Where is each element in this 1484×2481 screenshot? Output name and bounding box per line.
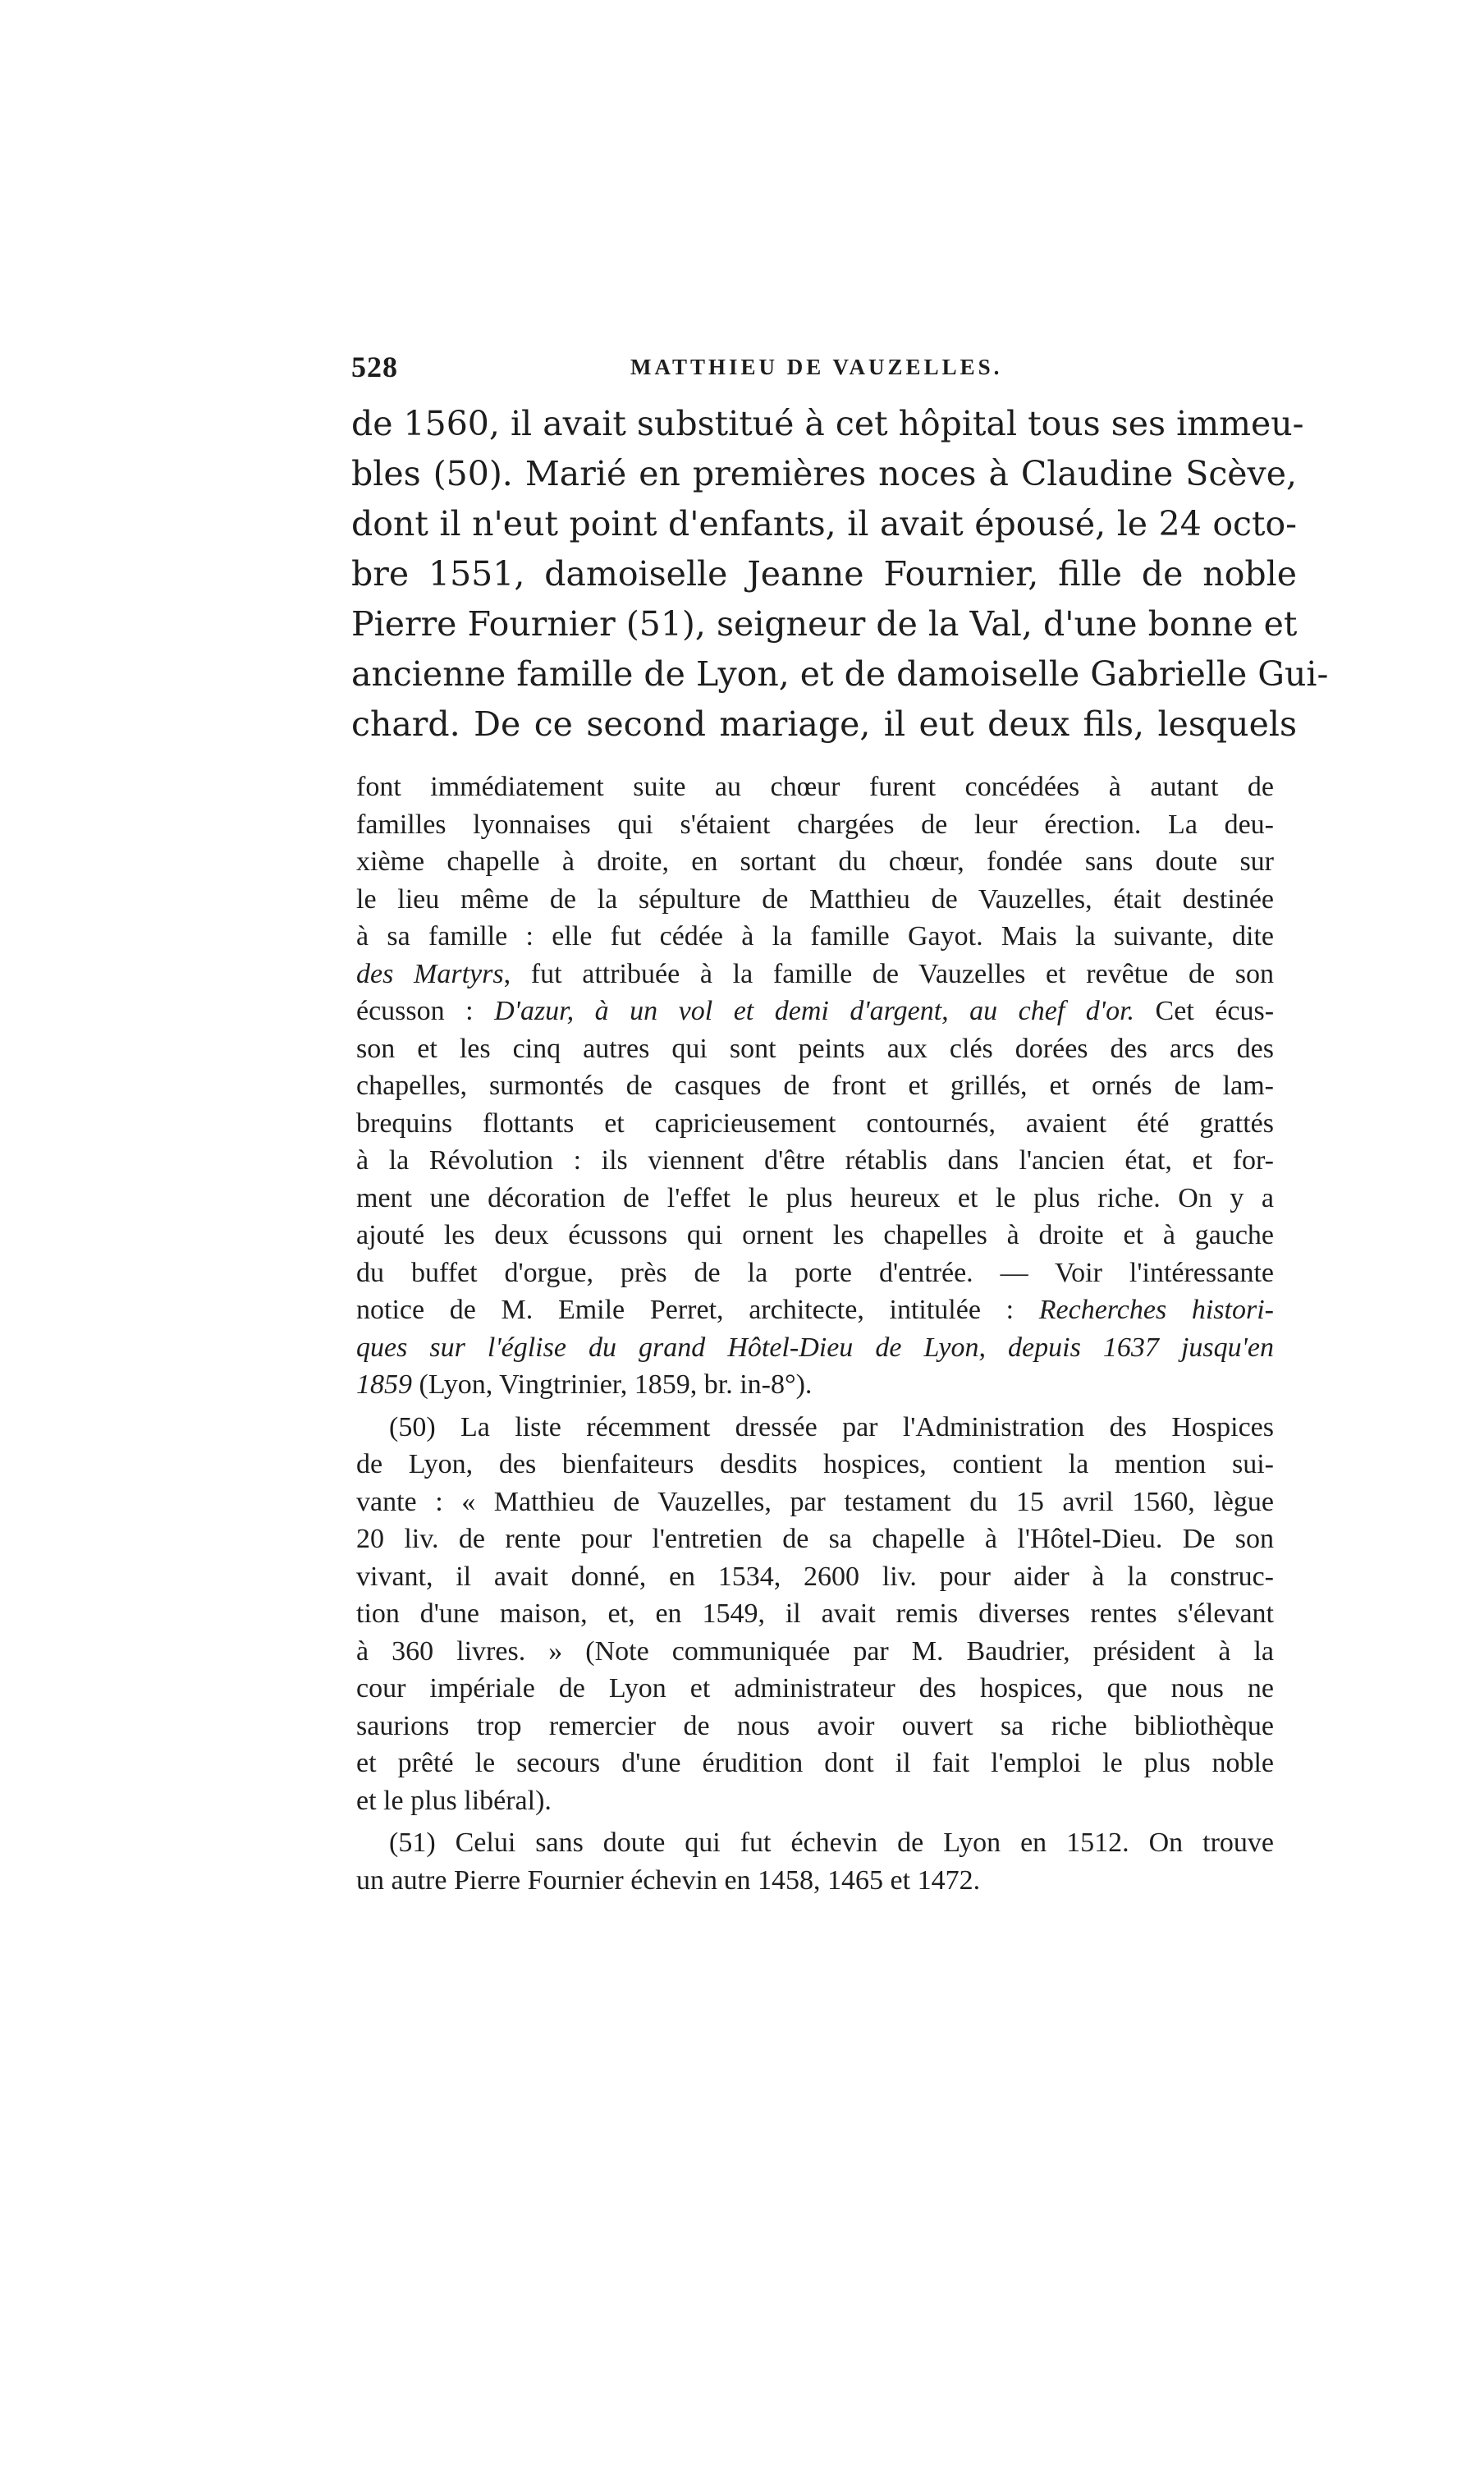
footnote-text: , fut attribuée à la famille de Vauzelles et revêtue de son <box>503 958 1274 989</box>
footnote-text: Cet écus- <box>1134 996 1275 1026</box>
footnote-line: de Lyon, des bienfaiteurs desdits hospices, contient la mention sui- <box>356 1449 1274 1479</box>
footnote-italic-text: 1859 <box>356 1369 412 1400</box>
footnote-line: ment une décoration de l'effet le plus heureux et le plus riche. On y a <box>356 1182 1274 1213</box>
footnotes <box>356 768 1274 1899</box>
footnote-line: font immédiatement suite au chœur furent concédées à autant de <box>356 772 1274 802</box>
footnote-line <box>356 1366 1274 1404</box>
footnote-line: ajouté les deux écussons qui ornent les chapelles à droite et à gauche <box>356 1220 1274 1250</box>
footnote-text: (Lyon, Vingtrinier, 1859, br. in-8°). <box>412 1369 813 1400</box>
footnote-line: brequins flottants et capricieusement contournés, avaient été grattés <box>356 1108 1274 1139</box>
footnote-line: 20 liv. de rente pour l'entretien de sa chapelle à l'Hôtel-Dieu. De son <box>356 1524 1274 1554</box>
footnote-line: vante : « Matthieu de Vauzelles, par testament du 15 avril 1560, lègue <box>356 1486 1274 1517</box>
main-text-line: de 1560, il avait substitué à cet hôpital tous ses immeu- <box>351 404 1304 443</box>
page-number: 528 <box>351 351 398 383</box>
footnote-line: chapelles, surmontés de casques de front et grillés, et ornés de lam- <box>356 1071 1274 1101</box>
main-text-line: chard. De ce second mariage, il eut deux fils, lesquels <box>351 704 1297 744</box>
footnote-line <box>356 1291 1274 1329</box>
main-text-line: ancienne famille de Lyon, et de damoiselle Gabrielle Gui- <box>351 654 1329 694</box>
footnote-italic-text: des Martyrs <box>356 958 504 989</box>
footnote-line: vivant, il avait donné, en 1534, 2600 liv. pour aider à la construc- <box>356 1561 1274 1592</box>
footnote-line <box>356 956 1274 993</box>
running-head <box>351 343 1297 392</box>
footnote-line: le lieu même de la sépulture de Matthieu de Vauzelles, était destinée <box>356 883 1274 915</box>
footnote-line: du buffet d'orgue, près de la porte d'entrée. — Voir l'intéressante <box>356 1257 1274 1288</box>
main-text-line: bre 1551, damoiselle Jeanne Fournier, fille de noble <box>351 554 1297 594</box>
footnote-line: à sa famille : elle fut cédée à la famille Gayot. Mais la suivante, dite <box>356 921 1274 952</box>
footnote-line: (50) La liste récemment dressée par l'Administration des Hospices <box>389 1411 1274 1442</box>
footnote-line: (51) Celui sans doute qui fut échevin de Lyon en 1512. On trouve <box>389 1828 1274 1858</box>
running-title: MATTHIEU DE VAUZELLES. <box>630 355 1003 379</box>
footnote-line: xième chapelle à droite, en sortant du chœur, fondée sans doute sur <box>356 846 1274 877</box>
footnote-line <box>356 993 1274 1030</box>
footnote-text: écusson : <box>356 996 495 1026</box>
footnote-51 <box>356 1824 1274 1899</box>
footnote-line <box>356 1329 1274 1367</box>
footnote-line: cour impériale de Lyon et administrateur des hospices, que nous ne <box>356 1673 1274 1704</box>
footnote-line: saurions trop remercier de nous avoir ouvert sa riche bibliothèque <box>356 1710 1274 1741</box>
footnote-line: tion d'une maison, et, en 1549, il avait remis diverses rentes s'élevant <box>356 1598 1274 1629</box>
footnote-line: familles lyonnaises qui s'étaient chargées de leur érection. La deu- <box>356 809 1274 840</box>
footnote-line: et prêté le secours d'une érudition dont il fait l'emploi le plus noble <box>356 1748 1274 1778</box>
footnote-50 <box>356 1409 1274 1820</box>
main-text-line: Pierre Fournier (51), seigneur de la Val, d'une bonne et <box>351 604 1298 644</box>
footnote-line: un autre Pierre Fournier échevin en 1458, 1465 et 1472. <box>356 1864 981 1896</box>
footnote-italic-text: Recherches histori- <box>1038 1295 1274 1325</box>
footnote-line: son et les cinq autres qui sont peints aux clés dorées des arcs des <box>356 1033 1274 1064</box>
footnote-text: notice de M. Emile Perret, architecte, intitulée : <box>356 1295 1039 1325</box>
main-text <box>351 399 1329 750</box>
footnote-line: à 360 livres. » (Note communiquée par M. Baudrier, président à la <box>356 1635 1274 1667</box>
main-text-line: dont il n'eut point d'enfants, il avait épousé, le 24 octo- <box>351 504 1297 543</box>
footnote-italic-text: ques sur l'église du grand Hôtel-Dieu de Lyon, depuis 1637 jusqu'en <box>356 1332 1274 1363</box>
footnote-line: et le plus libéral). <box>356 1785 552 1816</box>
footnote-line: à la Révolution : ils viennent d'être rétablis dans l'ancien état, et for- <box>356 1145 1274 1176</box>
footnote-continued <box>356 768 1274 1404</box>
footnote-italic-text: D'azur, à un vol et demi d'argent, au chef d'or. <box>494 996 1135 1026</box>
main-text-line: bles (50). Marié en premières noces à Claudine Scève, <box>351 454 1297 493</box>
